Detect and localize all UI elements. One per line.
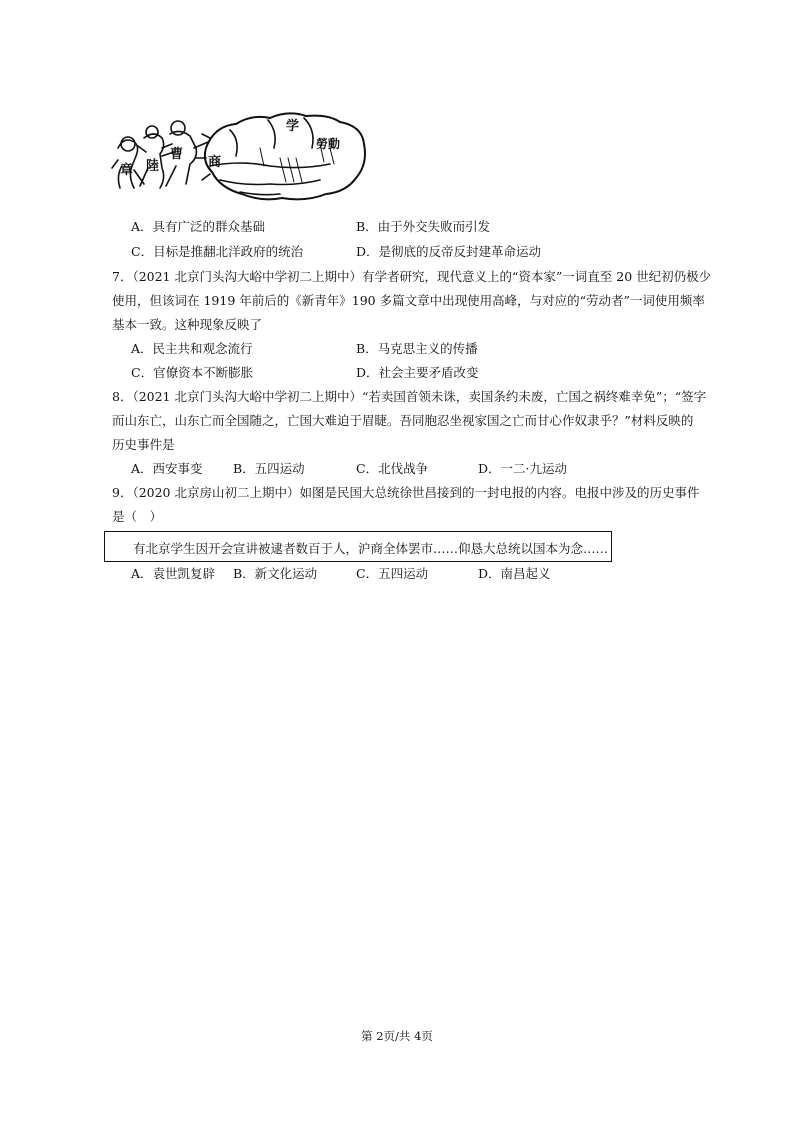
q6-option-a[interactable]: A．具有广泛的群众基础 (131, 219, 266, 234)
q8-option-c[interactable]: C．北伐战争 (356, 461, 429, 476)
q8-option-d[interactable]: D．一二·九运动 (478, 461, 567, 476)
q9-stem-line-1: 9．（2020 北京房山初二上期中）如图是民国大总统徐世昌接到的一封电报的内容。电报中涉及的历史事件 (112, 485, 700, 500)
q9-option-a[interactable]: A．袁世凯复辟 (131, 566, 216, 581)
cartoon-label-xue: 学 (286, 119, 300, 134)
q6-option-d[interactable]: D．是彻底的反帝反封建革命运动 (356, 244, 542, 259)
q6-option-b[interactable]: B．由于外交失败而引发 (356, 219, 491, 234)
q9-stem-line-2: 是（ ） (112, 509, 163, 524)
cartoon-label-cao: 曹 (170, 147, 184, 162)
q7-option-b[interactable]: B．马克思主义的传播 (356, 341, 478, 356)
q7-stem-line-1: 7．（2021 北京门头沟大峪中学初二上期中）有学者研究，现代意义上的“资本家”一词直至 20 世纪初仍极少 (112, 269, 712, 284)
q8-stem-line-2: 而山东亡，山东亡而全国随之，亡国大难迫于眉睫。吾同胞忍坐视家国之亡而甘心作奴隶乎？”材料反映的 (112, 413, 694, 428)
q7-option-a[interactable]: A．民主共和观念流行 (131, 341, 253, 356)
q7-stem-line-2: 使用，但该词在 1919 年前后的《新青年》190 多篇文章中出现使用高峰，与对应的“劳动者”一词使用频率 (112, 293, 705, 308)
q7-stem-line-3: 基本一致。这种现象反映了 (112, 317, 263, 332)
q8-stem-line-3: 历史事件是 (112, 437, 175, 452)
q9-option-d[interactable]: D．南昌起义 (478, 566, 551, 581)
q8-option-a[interactable]: A．西安事变 (131, 461, 203, 476)
cartoon-label-zhang: 章 (120, 163, 134, 178)
cartoon-label-lu: 陸 (146, 159, 160, 174)
q6-option-c[interactable]: C．目标是推翻北洋政府的统治 (131, 244, 304, 259)
q8-option-b[interactable]: B．五四运动 (233, 461, 305, 476)
telegram-quote-text: 有北京学生因开会宣讲被逮者数百于人，沪商全体罢市……仰恳大总统以国本为念…… (133, 541, 609, 556)
cartoon-label-shang: 商 (208, 155, 222, 170)
cartoon-illustration (110, 108, 368, 208)
cartoon-label-laodong: 勞動 (316, 137, 341, 151)
telegram-quote-box (104, 531, 612, 562)
q7-option-d[interactable]: D．社会主要矛盾改变 (356, 365, 479, 380)
page-footer: 第 2页/共 4页 (361, 1029, 433, 1043)
q9-option-b[interactable]: B．新文化运动 (233, 566, 318, 581)
q8-stem-line-1: 8．（2021 北京门头沟大峪中学初二上期中）“若卖国首领未诛，卖国条约未废，亡国之祸终难幸免”；“签字 (112, 389, 707, 404)
q7-option-c[interactable]: C．官僚资本不断膨胀 (131, 365, 254, 380)
q9-option-c[interactable]: C．五四运动 (356, 566, 429, 581)
